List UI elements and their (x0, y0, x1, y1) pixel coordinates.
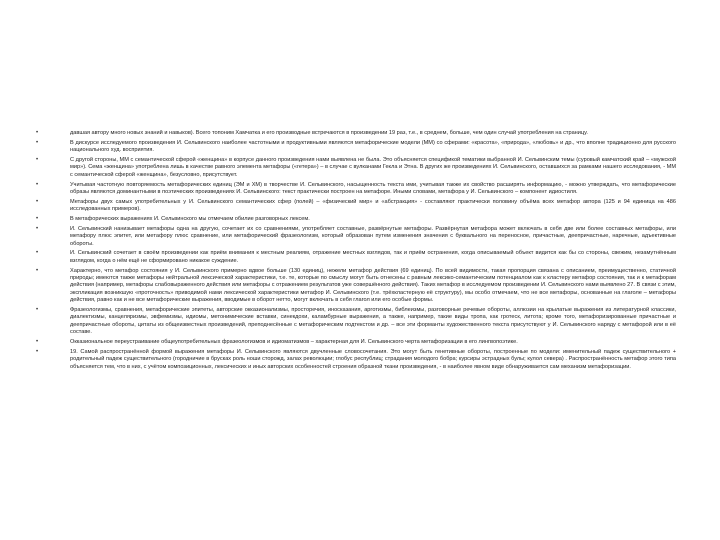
list-item: • В дискурсе исследуемого произведения И. Сельвинского наиболее частотными и продуктивными являются метафорические модели (ММ) со сферами: «красота», «природа», «любовь» и др., что вполне традиционно для русского национального худ. восприятия. (36, 140, 676, 155)
list-item: • давшая автору много новых знаний и навыков). Всего топоним Хамчатка и его производные встречаются в произведении 19 раз, т.е., в среднем, больше, чем один случай употребления на страницу. (36, 130, 676, 137)
list-item: • 19. Самой распространённой формой выражения метафоры И. Сельвинского являются двучленные словосочетания. Это могут быть генетивные обороты, построенные по модели: именительный падеж существительного + родительный падеж существительного (городничие в брусках роль ноши сторожд, залах революции; глобус республиц; страдания молодого бобра; курсиры эстрадных булы; кулол севера) . Распространённость метафор этого типа объясняется тем, что в них, с учётом композиционных, лексических и иных авторских особенностей строения образной ткани произведения, - в наиболее явном виде обнаруживается сам механизм метафоризации. (36, 349, 676, 371)
list-item: • Окказиональное переустраивание общеупотребительных фразеологизмов и идиоматизмов – характерная для И. Сельвинского черта метафоризации в его лингвопоэтике. (36, 339, 676, 346)
list-item: • Метафоры двух самых употребительных у И. Сельвинского семантических сфер (полей) – «физический мир» и «абстракция» - составляют практически половину объёма всех метафор автора (125 и 94 единица на 486 исследованных примеров). (36, 199, 676, 214)
bullet-list (36, 130, 676, 373)
list-item: • Учитывая частотную повторяемость метафорических единиц (ЭМ и ХМ) в творчестве И. Сельвинского, насыщенность текста ими, учитывая также их свойство расширять информацию, - можно утверждать, что метафорические образы являются доминантными в поэтических произведениях И. Сельвинского: текст практически построен на метафоре. Иными словами, метафора у И. Сельвинского – компонент идиостиля. (36, 182, 676, 197)
list-item: • В метафорических выражениях И. Сельвинского мы отмечаем обилие разговорных лексем. (36, 216, 676, 223)
list-item: • Фразеологизмы, сравнения, метафорические эпитеты, авторские окказионализмы, просторечия, иносказания, арготизмы, библеизмы, разговорные речевые обороты, аллюзии на крылатые выражения из литературной классики, диалектизмы, канцеляризмы, эвфемизмы, идиомы, метонимические вставки, синекдохи, каламбурные выражения, а также, например, такие виды тропа, как гротеск, литота; кроме того, метафоризированные причастные и деепричастные обороты, цитаты из общеизвестных произведений, преподнесённые с метафорическим подтекстом и др. – все эти форманты художественного текста присутствуют у И. Сельвинского наряду с метафорой или в её составе. (36, 307, 676, 337)
list-item: • И. Сельвинский нанизывает метафоры одна на другую, сочетает их со сравнениями, употребляет составные, развёрнутые метафоры. Развёрнутая метафора может включать в себя две или более составных метафоры, или метафору плюс эпитет, или метафору плюс сравнение, или метафорический фразеологизм, который образован путем изменения значения с буквального на переносное, причастные, деепричастные, наречные, адъективные обороты. (36, 226, 676, 248)
list-item: • И. Сельвинский сочетает в своём произведении как приём внимания к местным реалиям, отражение местных взглядов, так и приём остранения, когда описываемый объект видится как бы со стороны, свежим, незамутнённым взглядом, когда о нём ещё не сформировано никакое суждение. (36, 250, 676, 265)
list-item: • Характерно, что метафор состояния у И. Сельвинского примерно вдвое больше (130 единиц), нежели метафор действия (69 единиц). По всей видимости, такая пропорция связана с описанием, преимущественно, статичной природы; имеются также метафоры нейтральной лексической характеристики, т.е. те, которые по смыслу могут быть отнесены с равным лексико-семантическим потенциалом как к кластеру метафор состояния, так и к метафорам действия (например, метафоры слабовыраженного действия или метафоры с отражением результатов уже совершённого действия). Таких метафор в исследуемом произведении И. Сельвинского нами выявлено 27. В связи с этим, экспликация возникшую «проточность» приводимой нами лексической характеристики метафор И. Сельвинского (т.е. трёхкластерную её структуру), мы особо отмечаем, что не все метафоры, основанные на глаголе – метафоры действия, равно как и не все метафорические выражения, вводимые в оборот нетто, могут включать в себя глагол или его особые формы. (36, 268, 676, 305)
list-item: • С другой стороны, ММ с семантической сферой «женщина» в корпусе данного произведения нами выявлена не была. Это объясняется спецификой тематики выбранной И. Сельвинским темы (суровый камчатский край – «мужской мир»). Сема «женщина» употреблена лишь в качестве равного элемента метафоры («гетера») – в случае с вулканами Гекла и Этна. В других же произведениях И. Сельвинского, оставшихся за рамками нашего исследования, - ММ с семантической сферой «женщина», безусловно, присутствует. (36, 157, 676, 179)
